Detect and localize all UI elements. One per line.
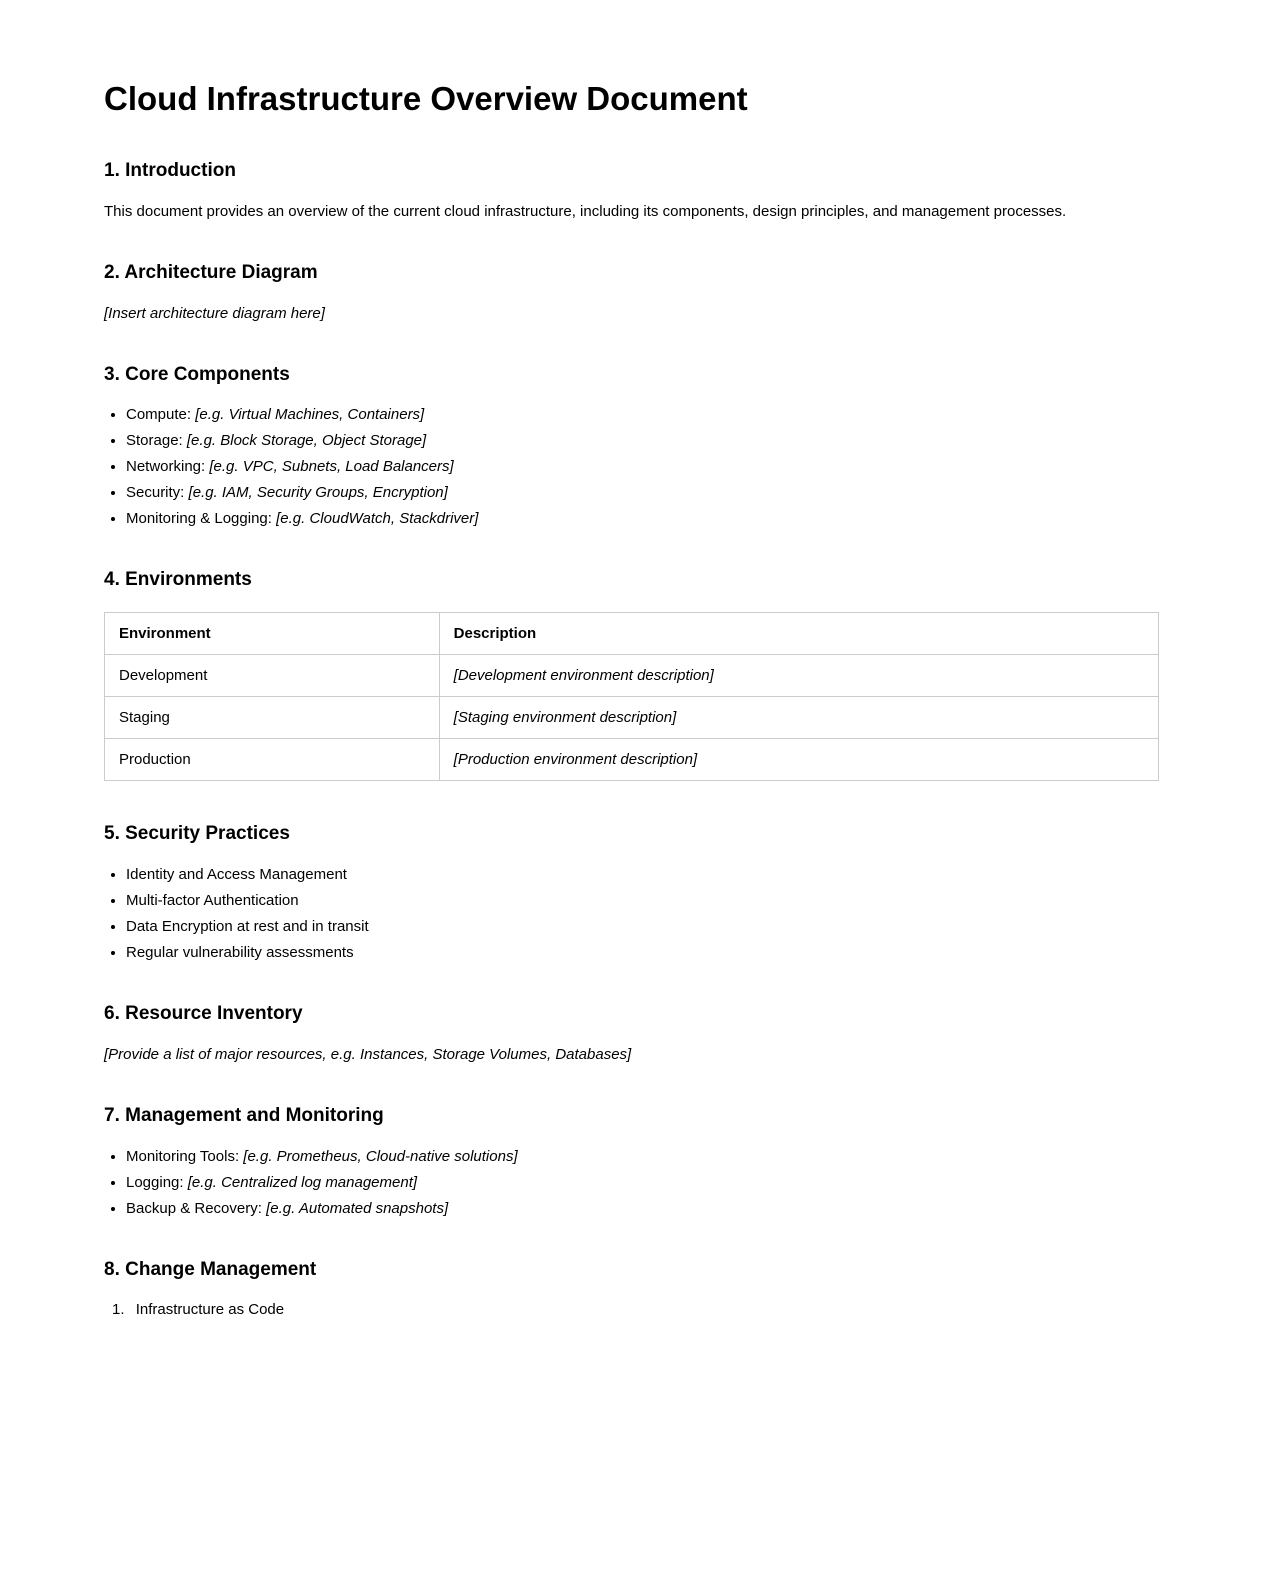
management-item-label: Monitoring Tools: [126, 1147, 240, 1165]
security-practice-item: • Regular vulnerability assessments [126, 944, 1159, 961]
management-item-label: Logging: [126, 1173, 184, 1191]
description-cell: [Development environment description] [439, 655, 1158, 697]
document-title: Cloud Infrastructure Overview Document [104, 80, 748, 117]
description-cell: [Production environment description] [439, 739, 1158, 781]
environment-cell: Staging [105, 697, 440, 739]
core-component-example: [e.g. Block Storage, Object Storage] [186, 432, 427, 450]
ordered-item-text: Infrastructure as Code [135, 1301, 285, 1319]
core-component-label: Compute: [126, 406, 192, 424]
table-row-staging [105, 697, 1159, 739]
environment-cell: Production [105, 739, 440, 781]
resource-inventory-placeholder: [Provide a list of major resources, e.g. Instances, Storage Volumes, Databases] [104, 1045, 632, 1063]
core-component-label: Security: [126, 484, 185, 502]
core-component-example: [e.g. CloudWatch, Stackdriver] [276, 510, 479, 528]
table-row-production [105, 739, 1159, 781]
environments-table-header-environment: Environment [105, 613, 440, 655]
section-heading-management-monitoring: 7. Management and Monitoring [104, 1104, 384, 1126]
core-component-label: Storage: [126, 432, 183, 450]
security-practice-item: • Identity and Access Management [126, 866, 1159, 883]
environments-table [104, 612, 1159, 781]
core-component-item-monitoring-logging [126, 510, 1159, 527]
section-heading-change-management: 8. Change Management [104, 1258, 317, 1280]
core-component-item-storage [126, 432, 1159, 449]
change-management-list [104, 1301, 1159, 1318]
description-cell: [Staging environment description] [439, 697, 1158, 739]
core-component-item-compute [126, 406, 1159, 423]
section-heading-resource-inventory: 6. Resource Inventory [104, 1002, 303, 1024]
core-component-label: Monitoring & Logging: [126, 510, 272, 528]
ordered-item-marker: 1. [112, 1301, 125, 1319]
management-item-label: Backup & Recovery: [126, 1199, 262, 1217]
environment-cell: Development [105, 655, 440, 697]
management-item-example: [e.g. Prometheus, Cloud-native solutions] [243, 1147, 518, 1165]
introduction-paragraph: This document provides an overview of the current cloud infrastructure, including its components, design principles, and management processes. [104, 202, 1067, 220]
management-monitoring-list [104, 1148, 1159, 1217]
section-heading-introduction: 1. Introduction [104, 159, 236, 181]
management-item-monitoring-tools [126, 1148, 1159, 1165]
core-component-example: [e.g. IAM, Security Groups, Encryption] [188, 484, 448, 502]
section-heading-security-practices: 5. Security Practices [104, 823, 290, 845]
management-item-example: [e.g. Automated snapshots] [266, 1199, 449, 1217]
table-row-development [105, 655, 1159, 697]
security-practices-list [104, 866, 1159, 961]
section-heading-architecture-diagram: 2. Architecture Diagram [104, 261, 318, 283]
core-component-label: Networking: [126, 458, 206, 476]
management-item-example: [e.g. Centralized log management] [187, 1173, 418, 1191]
core-component-item-security [126, 484, 1159, 501]
section-heading-environments: 4. Environments [104, 569, 252, 591]
environments-table-header-description: Description [439, 613, 1158, 655]
change-management-item-infrastructure-as-code [112, 1301, 1159, 1318]
architecture-diagram-placeholder: [Insert architecture diagram here] [104, 304, 325, 322]
core-components-list [104, 406, 1159, 527]
management-item-logging [126, 1174, 1159, 1191]
security-practice-item: • Multi-factor Authentication [126, 892, 1159, 909]
environments-table-header-row [105, 613, 1159, 655]
core-component-example: [e.g. VPC, Subnets, Load Balancers] [209, 458, 454, 476]
security-practice-item: • Data Encryption at rest and in transit [126, 918, 1159, 935]
section-heading-core-components: 3. Core Components [104, 363, 290, 385]
management-item-backup-recovery [126, 1200, 1159, 1217]
core-component-item-networking [126, 458, 1159, 475]
core-component-example: [e.g. Virtual Machines, Containers] [195, 406, 425, 424]
